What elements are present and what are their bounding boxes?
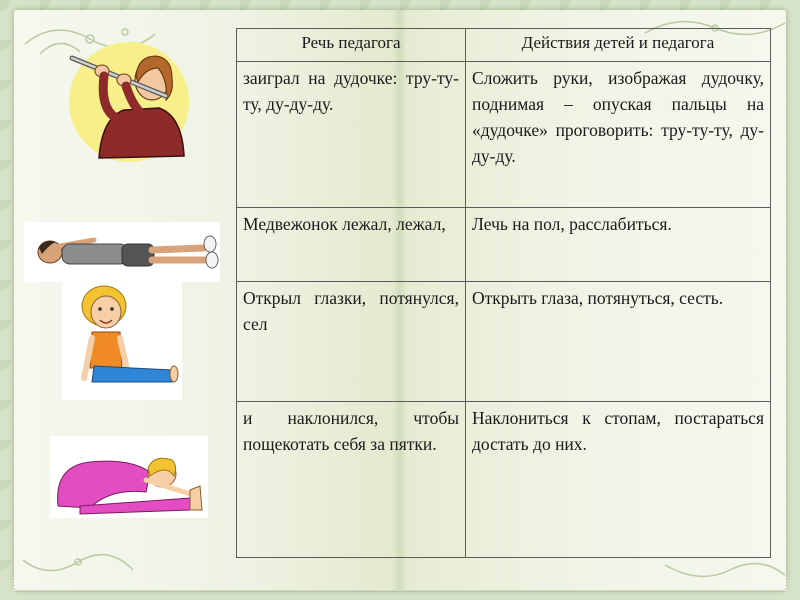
action-cell: Наклониться к стопам, постараться достать до них. <box>466 402 771 558</box>
table-row <box>237 62 771 208</box>
sitting-girl-illustration <box>62 282 182 400</box>
flute-player-illustration <box>54 38 204 168</box>
action-cell: Сложить руки, изображая дудочку, поднимая – опуская пальцы на «дудочке» проговорить: тру-ту-ту, ду-ду-ду. <box>466 62 771 208</box>
speech-cell: Открыл глазки, потянулся, сел <box>237 282 466 402</box>
speech-actions-table <box>236 28 771 558</box>
speech-cell: Медвежонок лежал, лежал, <box>237 208 466 282</box>
table-row <box>237 208 771 282</box>
table-header-row <box>237 29 771 62</box>
table-row <box>237 402 771 558</box>
lying-man-illustration <box>24 222 220 282</box>
bending-girl-illustration <box>50 436 208 518</box>
action-cell: Лечь на пол, расслабиться. <box>466 208 771 282</box>
header-actions: Действия детей и педагога <box>466 29 771 62</box>
table-row <box>237 282 771 402</box>
action-cell: Открыть глаза, потянуться, сесть. <box>466 282 771 402</box>
speech-cell: и наклонился, чтобы пощекотать себя за пятки. <box>237 402 466 558</box>
ornament-bottom-right-icon <box>660 555 790 590</box>
speech-cell: заиграл на дудочке: тру-ту-ту, ду-ду-ду. <box>237 62 466 208</box>
ornament-bottom-left-icon <box>18 540 138 585</box>
header-teacher-speech: Речь педагога <box>237 29 466 62</box>
speech-actions-table-container <box>236 28 770 556</box>
